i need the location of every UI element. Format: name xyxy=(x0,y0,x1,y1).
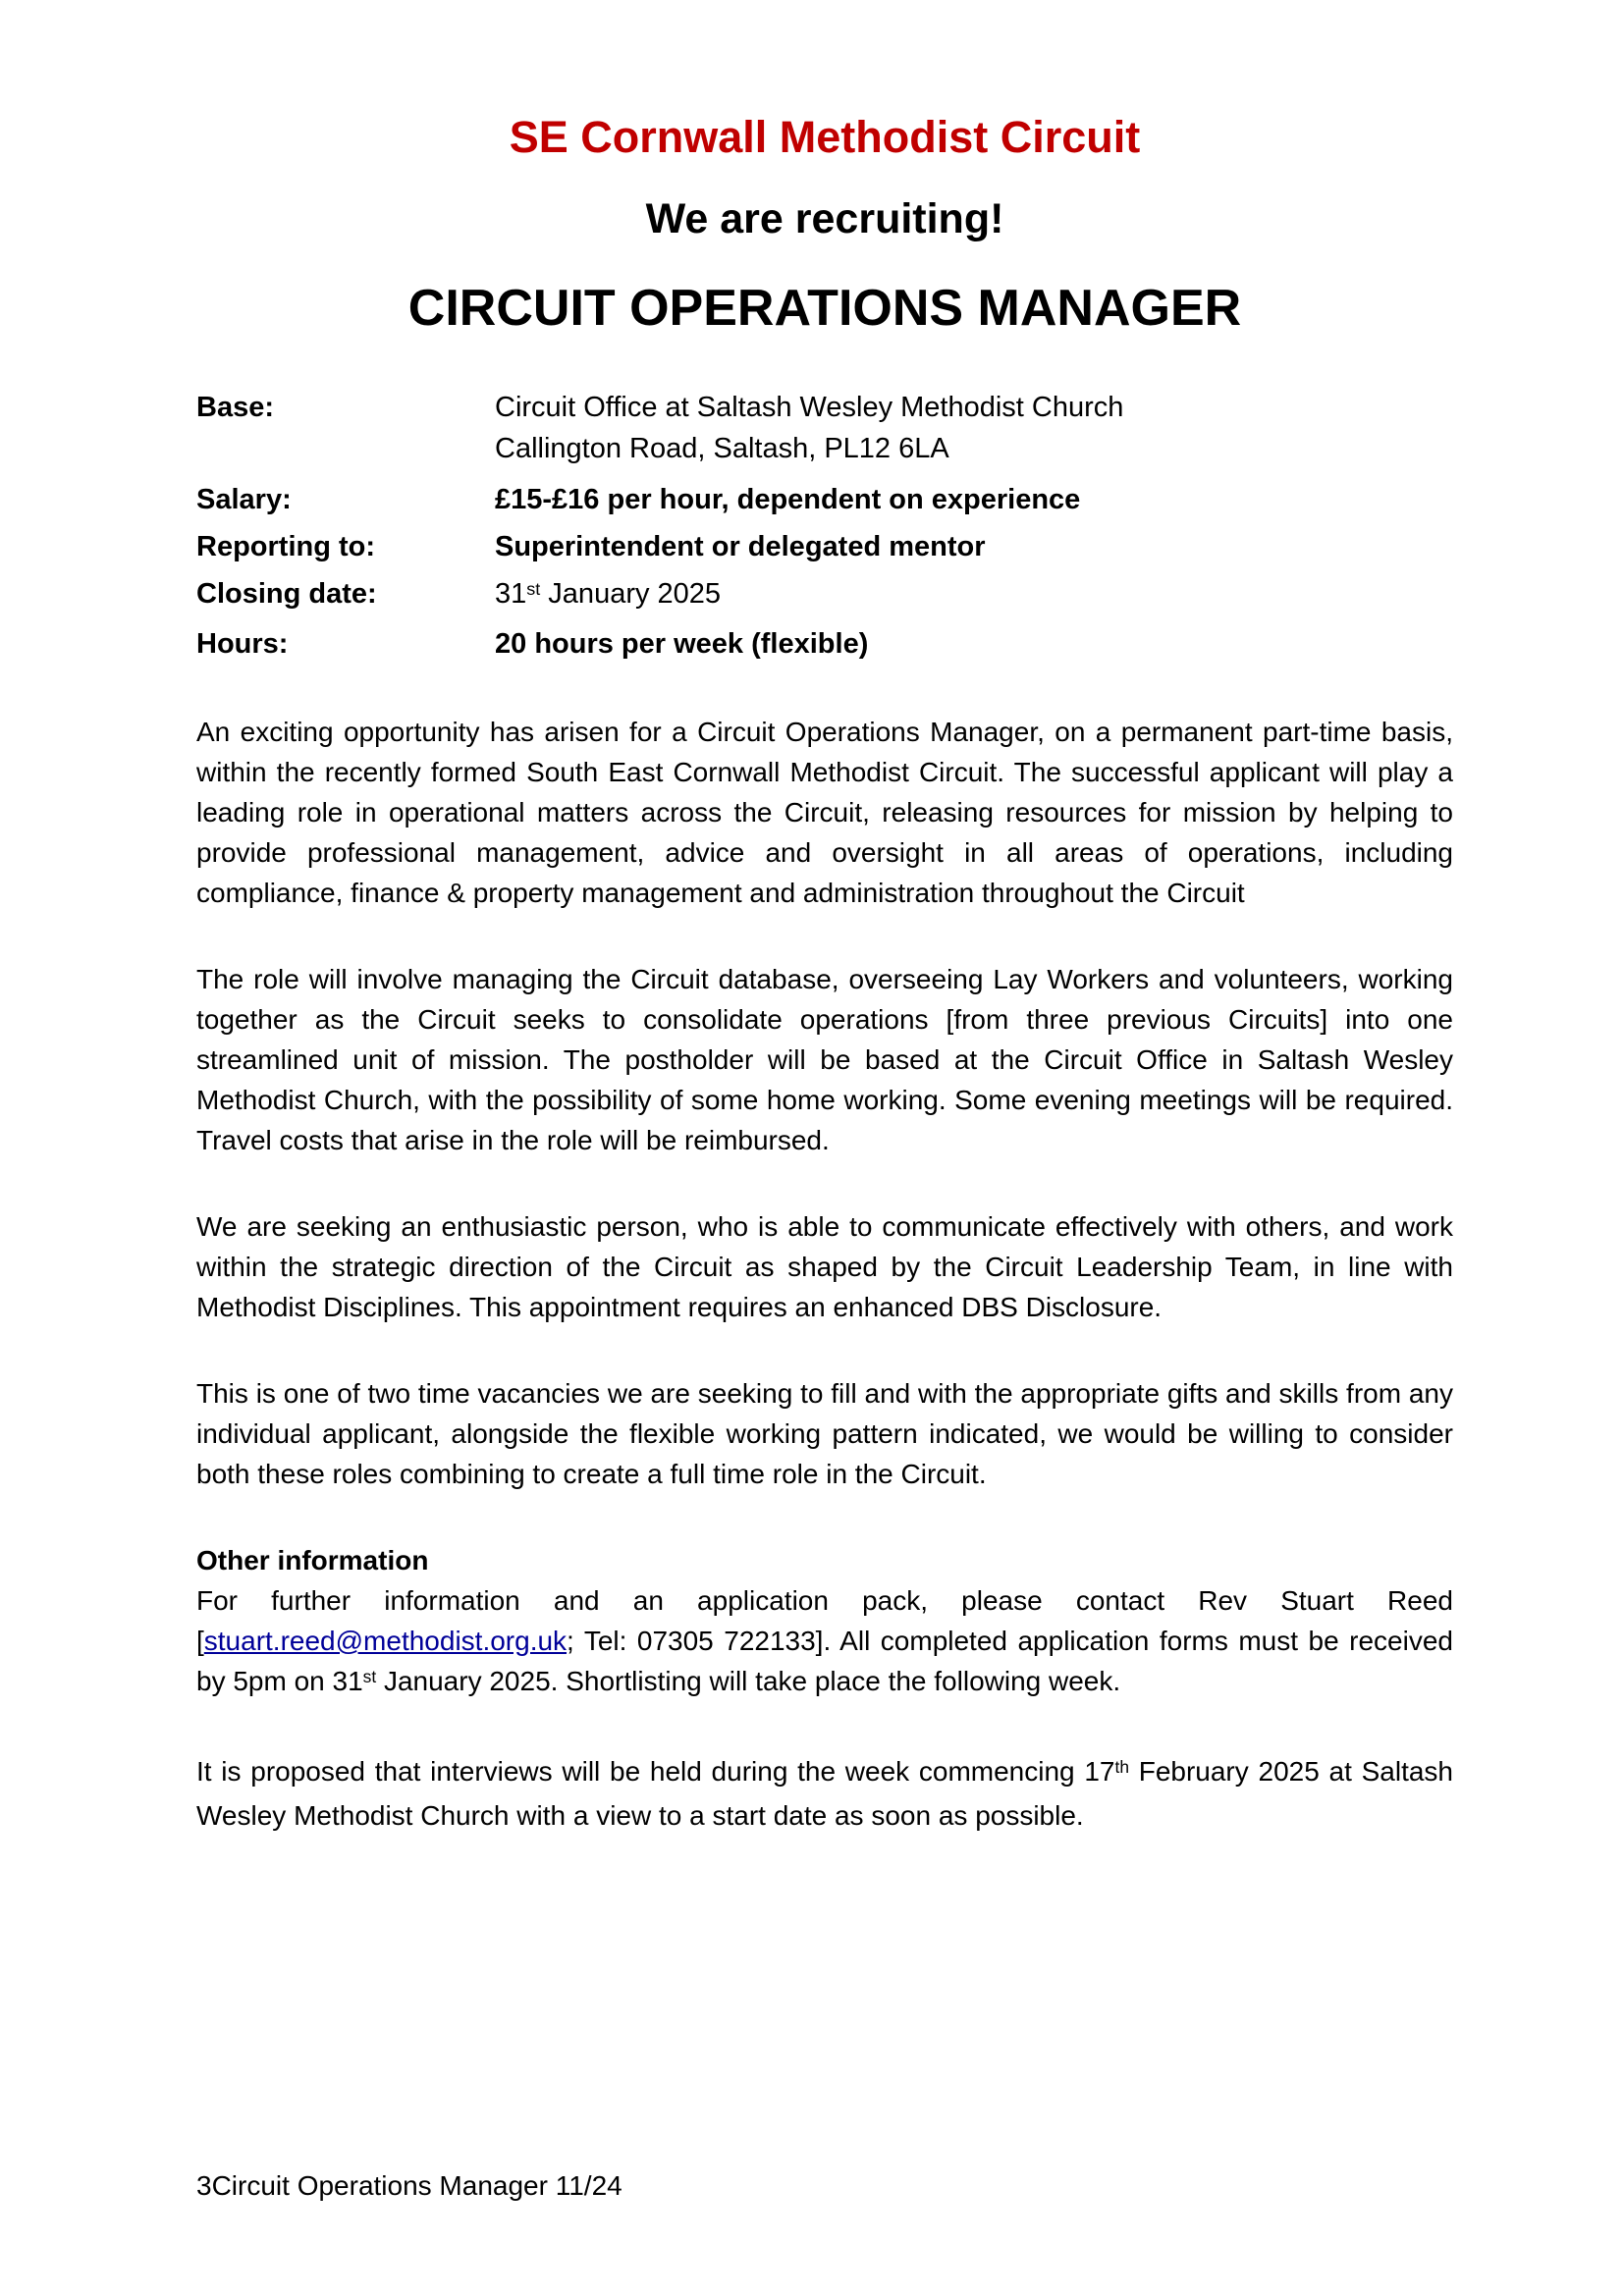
interviews-text-before: It is proposed that interviews will be held during the week commencing 17 xyxy=(196,1756,1115,1787)
job-title: CIRCUIT OPERATIONS MANAGER xyxy=(407,280,1242,337)
detail-row-hours xyxy=(196,623,1453,665)
reporting-value: Superintendent or delegated mentor xyxy=(495,531,986,562)
contact-text-after: January 2025. Shortlisting will take place the following week. xyxy=(376,1666,1121,1696)
base-value-line2: Callington Road, Saltash, PL12 6LA xyxy=(495,433,949,464)
paragraph-contact xyxy=(196,1580,1453,1705)
closing-date-ordinal: st xyxy=(526,578,541,599)
closing-date-day: 31 xyxy=(495,578,527,610)
paragraph-opportunity: An exciting opportunity has arisen for a Circuit Operations Manager, on a permanent part-time basis, within the recently formed South East Cornwall Methodist Circuit. The successful applicant will play a leading role in operational matters across the Circuit, releasing resources for mission by helping to provide professional management, advice and oversight in all areas of operations, including compliance, finance & property management and administration throughout the Circuit xyxy=(196,717,1453,908)
circuit-name-heading: SE Cornwall Methodist Circuit xyxy=(509,112,1141,162)
recruiting-heading: We are recruiting! xyxy=(645,195,1004,242)
closing-date-rest: January 2025 xyxy=(540,578,722,610)
reporting-label: Reporting to: xyxy=(196,531,376,562)
closing-date-value xyxy=(495,573,1453,617)
detail-row-salary xyxy=(196,479,1453,520)
other-information-heading: Other information xyxy=(196,1545,429,1575)
paragraph-role: The role will involve managing the Circuit database, overseeing Lay Workers and volunteers, working together as the Circuit seeks to consolidate operations [from three previous Circuits] into one streamlined unit of mission. The postholder will be based at the Circuit Office in Saltash Wesley Methodist Church, with the possibility of some home working. Some evening meetings will be required. Travel costs that arise in the role will be reimbursed. xyxy=(196,964,1453,1155)
contact-text-mid: ; Tel: 07305 722133]. All completed application forms must be received by 5pm on 31 xyxy=(196,1626,1453,1696)
details-section xyxy=(196,387,1453,665)
base-value xyxy=(495,387,1453,469)
email-link[interactable]: stuart.reed@methodist.org.uk xyxy=(203,1626,568,1656)
interviews-date-ordinal: th xyxy=(1114,1757,1129,1778)
hours-label: Hours: xyxy=(196,628,289,660)
paragraph-vacancies: This is one of two time vacancies we are seeking to fill and with the appropriate gifts and skills from any individual applicant, alongside the flexible working pattern indicated, we would be willing to consider both these roles combining to create a full time role in the Circuit. xyxy=(196,1378,1453,1489)
base-label: Base: xyxy=(196,392,274,423)
detail-row-reporting xyxy=(196,526,1453,567)
closing-date-label: Closing date: xyxy=(196,578,377,610)
detail-row-closing-date xyxy=(196,573,1453,617)
detail-row-base xyxy=(196,387,1453,469)
contact-date-ordinal: st xyxy=(362,1667,377,1687)
salary-label: Salary: xyxy=(196,484,292,515)
interviews-text-after: February 2025 at Saltash Wesley Methodist Church with a view to a start date as soon as possible. xyxy=(196,1756,1453,1831)
salary-value: £15-£16 per hour, dependent on experience xyxy=(495,484,1081,515)
contact-text-before: For further information and an application pack, please contact Rev Stuart Reed [ xyxy=(196,1585,1453,1656)
page-footer: 3Circuit Operations Manager 11/24 xyxy=(196,2170,622,2201)
hours-value: 20 hours per week (flexible) xyxy=(495,628,869,660)
base-value-line1: Circuit Office at Saltash Wesley Methodist Church xyxy=(495,392,1124,423)
paragraph-person: We are seeking an enthusiastic person, who is able to communicate effectively with others, and work within the strategic direction of the Circuit as shaped by the Circuit Leadership Team, in line with Methodist Disciplines. This appointment requires an enhanced DBS Disclosure. xyxy=(196,1211,1453,1322)
paragraph-interviews xyxy=(196,1751,1453,1836)
